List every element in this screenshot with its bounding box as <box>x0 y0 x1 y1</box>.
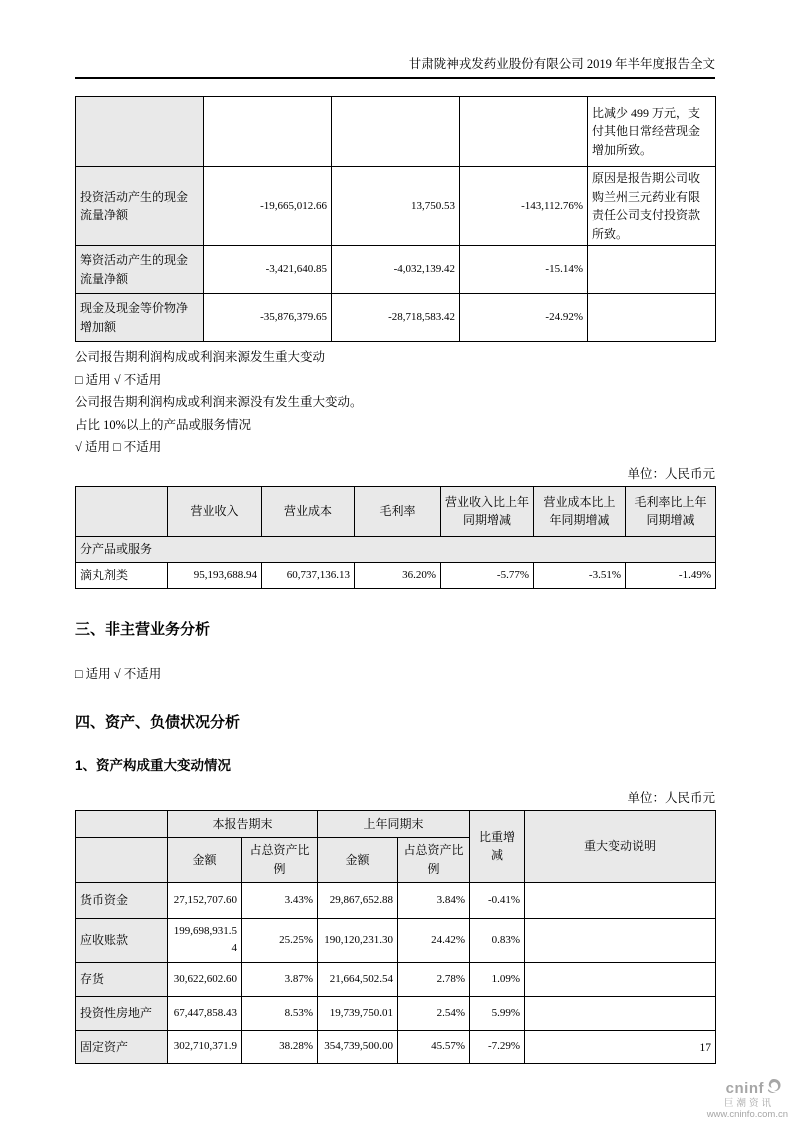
ratio-change: -7.29% <box>470 1030 525 1063</box>
prior-amount: 190,120,231.30 <box>318 918 398 962</box>
column-header: 毛利率 <box>355 486 441 536</box>
swirl-icon <box>765 1078 782 1099</box>
prior-period-value: -4,032,139.42 <box>332 246 460 294</box>
prior-ratio: 2.54% <box>398 996 470 1030</box>
change-note <box>525 996 716 1030</box>
column-header: 营业成本 <box>262 486 355 536</box>
group-label: 分产品或服务 <box>76 536 716 562</box>
ratio-change: 5.99% <box>470 996 525 1030</box>
section-3-heading: 三、非主营业务分析 <box>75 620 211 638</box>
table-row <box>76 562 716 588</box>
explanation-note: 比减少 499 万元，支付其他日常经营现金增加所致。 <box>588 97 716 167</box>
asset-label: 货币资金 <box>76 882 168 918</box>
prior-amount: 19,739,750.01 <box>318 996 398 1030</box>
column-group-prior: 上年同期末 <box>318 810 470 837</box>
change-note <box>525 962 716 996</box>
ratio-change: -0.41% <box>470 882 525 918</box>
asset-composition-table <box>75 810 716 1064</box>
column-header-amount: 金额 <box>318 837 398 882</box>
current-ratio: 3.87% <box>242 962 318 996</box>
corner-cell <box>76 837 168 882</box>
table-row <box>76 294 716 342</box>
table-row <box>76 962 716 996</box>
current-period-value: -3,421,640.85 <box>204 246 332 294</box>
prior-ratio: 24.42% <box>398 918 470 962</box>
current-ratio: 3.43% <box>242 882 318 918</box>
current-period-value <box>204 97 332 167</box>
cost-change-value: -3.51% <box>534 562 626 588</box>
change-value <box>460 97 588 167</box>
cost-value: 60,737,136.13 <box>262 562 355 588</box>
report-header-title: 甘肃陇神戎发药业股份有限公司 2019 年半年度报告全文 <box>75 0 715 79</box>
current-period-value: -35,876,379.65 <box>204 294 332 342</box>
cninfo-logo <box>707 1078 788 1121</box>
product-service-table <box>75 486 716 589</box>
prior-period-value <box>332 97 460 167</box>
profit-notes <box>75 351 715 455</box>
table-row <box>76 918 716 962</box>
table-row <box>76 246 716 294</box>
ratio-change: 1.09% <box>470 962 525 996</box>
prior-amount: 29,867,652.88 <box>318 882 398 918</box>
corner-cell <box>76 810 168 837</box>
prior-ratio: 2.78% <box>398 962 470 996</box>
change-note <box>525 918 716 962</box>
section-4-subheading: 1、资产构成重大变动情况 <box>75 757 232 773</box>
currency-unit-label: 单位：人民币元 <box>627 790 715 805</box>
section-4-heading: 四、资产、负债状况分析 <box>75 713 241 731</box>
change-value: -24.92% <box>460 294 588 342</box>
page-content <box>75 0 715 1064</box>
asset-label: 存货 <box>76 962 168 996</box>
ratio-change: 0.83% <box>470 918 525 962</box>
explanation-note <box>588 294 716 342</box>
applicability-line: √ 适用 □ 不适用 <box>75 440 162 455</box>
note-line: 公司报告期利润构成或利润来源没有发生重大变动。 <box>75 395 363 410</box>
logo-url: www.cninfo.com.cn <box>706 1109 788 1121</box>
logo-brand-row <box>707 1078 782 1099</box>
page-number: 17 <box>699 1042 711 1054</box>
column-header: 毛利率比上年同期增减 <box>626 486 716 536</box>
logo-chinese-name: 巨潮资讯 <box>723 1098 774 1110</box>
change-note <box>525 882 716 918</box>
table-row <box>76 167 716 246</box>
column-group-current: 本报告期末 <box>168 810 318 837</box>
column-header: 营业收入比上年同期增减 <box>441 486 534 536</box>
margin-value: 36.20% <box>355 562 441 588</box>
asset-label: 固定资产 <box>76 1030 168 1063</box>
table-row <box>76 97 716 167</box>
note-line: 占比 10%以上的产品或服务情况 <box>75 417 252 432</box>
prior-ratio: 45.57% <box>398 1030 470 1063</box>
current-amount: 302,710,371.9 <box>168 1030 242 1063</box>
prior-amount: 21,664,502.54 <box>318 962 398 996</box>
column-header-ratio: 占总资产比例 <box>242 837 318 882</box>
explanation-note: 原因是报告期公司收购兰州三元药业有限责任公司支付投资款所致。 <box>588 167 716 246</box>
asset-label: 投资性房地产 <box>76 996 168 1030</box>
current-amount: 199,698,931.54 <box>168 918 242 962</box>
column-header-ratio: 占总资产比例 <box>398 837 470 882</box>
currency-unit-label: 单位：人民币元 <box>627 466 715 481</box>
product-label: 滴丸剂类 <box>76 562 168 588</box>
applicability-line: □ 适用 √ 不适用 <box>75 666 162 681</box>
prior-ratio: 3.84% <box>398 882 470 918</box>
note-line: 公司报告期利润构成或利润来源发生重大变动 <box>75 350 326 365</box>
change-value: -15.14% <box>460 246 588 294</box>
margin-change-value: -1.49% <box>626 562 716 588</box>
current-ratio: 25.25% <box>242 918 318 962</box>
revenue-value: 95,193,688.94 <box>168 562 262 588</box>
prior-amount: 354,739,500.00 <box>318 1030 398 1063</box>
change-note <box>525 1030 716 1063</box>
column-header: 营业成本比上年同期增减 <box>534 486 626 536</box>
table-row <box>76 1030 716 1063</box>
row-label: 筹资活动产生的现金流量净额 <box>76 246 204 294</box>
cash-flow-table <box>75 96 716 342</box>
current-period-value: -19,665,012.66 <box>204 167 332 246</box>
row-label: 投资活动产生的现金流量净额 <box>76 167 204 246</box>
current-ratio: 8.53% <box>242 996 318 1030</box>
row-label: 现金及现金等价物净增加额 <box>76 294 204 342</box>
column-header-change: 比重增减 <box>470 810 525 882</box>
group-row <box>76 536 716 562</box>
change-value: -143,112.76% <box>460 167 588 246</box>
column-header-note: 重大变动说明 <box>525 810 716 882</box>
explanation-note <box>588 246 716 294</box>
asset-label: 应收账款 <box>76 918 168 962</box>
current-ratio: 38.28% <box>242 1030 318 1063</box>
current-amount: 27,152,707.60 <box>168 882 242 918</box>
column-header-amount: 金额 <box>168 837 242 882</box>
current-amount: 30,622,602.60 <box>168 962 242 996</box>
applicability-line: □ 适用 √ 不适用 <box>75 372 162 387</box>
header-row <box>76 486 716 536</box>
logo-brand-text: cninf <box>725 1080 764 1098</box>
header-row <box>76 810 716 837</box>
column-header <box>76 486 168 536</box>
prior-period-value: -28,718,583.42 <box>332 294 460 342</box>
column-header: 营业收入 <box>168 486 262 536</box>
table-row <box>76 996 716 1030</box>
current-amount: 67,447,858.43 <box>168 996 242 1030</box>
prior-period-value: 13,750.53 <box>332 167 460 246</box>
revenue-change-value: -5.77% <box>441 562 534 588</box>
row-label <box>76 97 204 167</box>
table-row <box>76 882 716 918</box>
